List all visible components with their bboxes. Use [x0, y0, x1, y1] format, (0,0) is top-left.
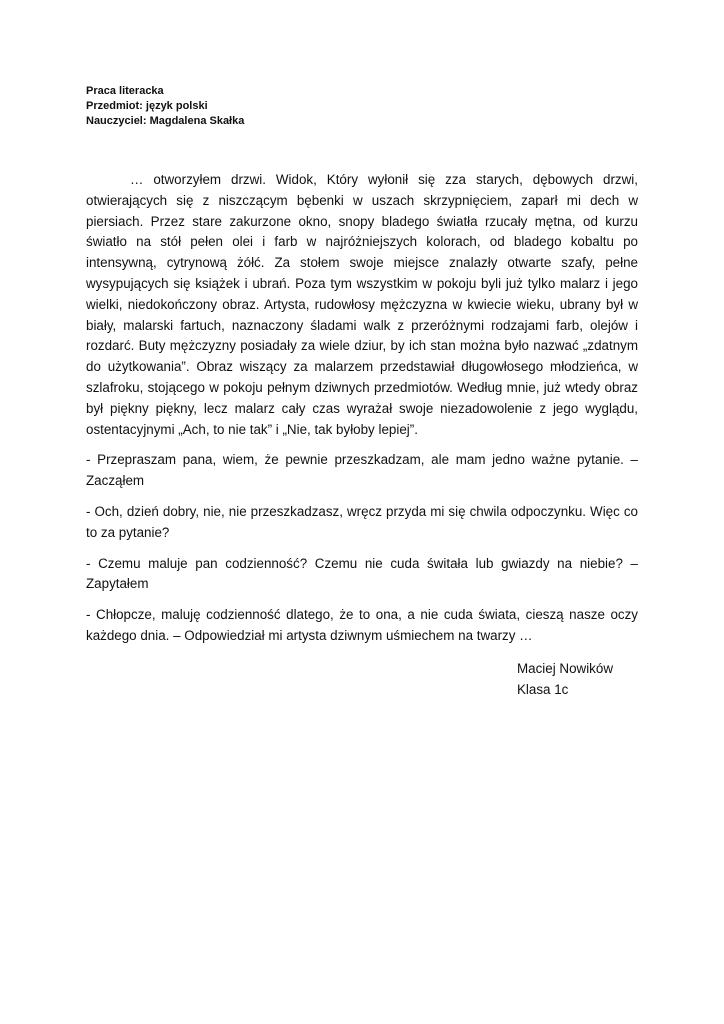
header-title: Praca literacka [86, 85, 164, 97]
author-name: Maciej Nowików [517, 661, 613, 676]
paragraph-narrative: … otworzyłem drzwi. Widok, Który wyłonił się zza starych, dębowych drzwi, otwierających się z niszczącym bębenki w uszach skrzypnięciem, zaparł mi dech w piersiach. Przez stare zakurzone okno, snopy bladego światła rzucały mętna, od kurzu światło na stół pełen olei i farb w najróżniejszych kolorach, od bladego kobaltu po intensywną, cytrynową żółć. Za stołem swoje miejsce znalazły otwarte szafy, pełne wysypujących się książek i ubrań. Poza tym wszystkim w pokoju byli już tylko malarz i jego wielki, niedokończony obraz. Artysta, rudowłosy mężczyzna w kwiecie wieku, ubrany był w biały, malarski fartuch, naznaczony śladami walk z przeróżnymi rodzajami farb, olejów i rozdarć. Buty mężczyzny posiadały za wiele dziur, by ich stan można było nazwać „zdatnym do użytkowania”. Obraz wiszący za malarzem przedstawiał długowłosego młodzieńca, w szlafroku, stojącego w pokoju pełnym dziwnych przedmiotów. Według mnie, już wtedy obraz był piękny piękny, lecz malarz cały czas wyrażał swoje niezadowolenie z jego wyglądu, ostentacyjnymi „Ach, to nie tak” i „Nie, tak byłoby lepiej”. [86, 172, 638, 437]
paragraph-dialog-4: - Chłopcze, maluję codzienność dlatego, że to ona, a nie cuda świata, cieszą nasze oczy każdego dnia. – Odpowiedział mi artysta dziwnym uśmiechem na twarzy … [86, 607, 638, 643]
author-signature [517, 659, 613, 700]
header-teacher: Nauczyciel: Magdalena Skałka [86, 115, 245, 127]
paragraph-dialog-2: - Och, dzień dobry, nie, nie przeszkadzasz, wręcz przyda mi się chwila odpoczynku. Więc co to za pytanie? [86, 503, 638, 540]
paragraph-dialog-3: - Czemu maluje pan codzienność? Czemu nie cuda świtała lub gwiazdy na niebie? – Zapytałem [86, 555, 638, 592]
essay-body [86, 170, 638, 647]
header-subject: Przedmiot: język polski [86, 100, 208, 112]
paragraph-dialog-1: - Przepraszam pana, wiem, że pewnie przeszkadzam, ale mam jedno ważne pytanie. – Zacząłem [86, 452, 638, 489]
author-class: Klasa 1c [517, 681, 569, 697]
document-header [86, 84, 244, 129]
